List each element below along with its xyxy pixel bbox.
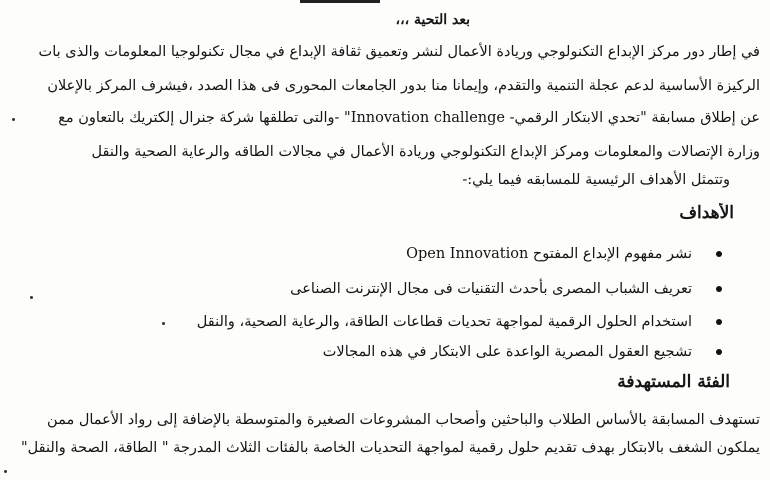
goal-text: استخدام الحلول الرقمية لمواجهة تحديات قطاعات الطاقة، والرعاية الصحية، والنقل [196,314,692,330]
goal-item-1 [120,244,692,264]
intro-line-2: الركيزة الأساسية لدعم عجلة التنمية والتقدم، وإيمانا منا بدور الجامعات المحورى فى هذا الصدد ،فيشرف المركز بالإعلان [47,78,760,94]
intro-line-4: وزارة الإتصالات والمعلومات ومركز الإبداع التكنولوجي وريادة الأعمال في مجالات الطاقه والرعاية الصحية والنقل [91,144,760,160]
goal-text: تشجيع العقول المصرية الواعدة على الابتكار في هذه المجالات [322,344,692,360]
greeting: بعد التحية ،،، [395,12,470,28]
scan-speck [162,322,165,325]
goal-item-2 [120,279,692,299]
intro-line-5: وتتمثل الأهداف الرئيسية للمسابقه فيما يلي:- [462,172,730,188]
bullet-icon [716,319,722,325]
goal-item-3 [120,312,692,332]
bullet-icon [716,251,722,257]
goals-heading: الأهداف [679,203,734,223]
bullet-icon [716,349,722,355]
bullet-icon [716,286,722,292]
goal-text: نشر مفهوم الإبداع المفتوح Open Innovation [406,246,692,262]
target-heading: الفئة المستهدفة [617,372,730,392]
scan-speck [4,470,7,473]
intro-line-1: في إطار دور مركز الإبداع التكنولوجي وريادة الأعمال لنشر وتعميق ثقافة الإبداع في مجال تكنولوجيا المعلومات والذى بات [38,44,760,60]
scan-artifact-bar [300,0,380,3]
scan-speck [30,296,33,299]
goal-text: تعريف الشباب المصرى بأحدث التقنيات فى مجال الإنترنت الصناعى [290,281,692,297]
intro-line-3: عن إطلاق مسابقة "تحدي الابتكار الرقمي- Innovation challenge" -والتى تطلقها شركة جنرال إلكتريك بالتعاون مع [58,110,760,126]
target-line-1: تستهدف المسابقة بالأساس الطلاب والباحثين وأصحاب المشروعات الصغيرة والمتوسطة بالإضافة إلى رواد الأعمال ممن [47,412,760,428]
target-line-2: يملكون الشغف بالابتكار بهدف تقديم حلول رقمية لمواجهة التحديات الخاصة بالفئات الثلاث المدرجة " الطاقة، الصحة والنقل" [20,440,760,456]
goal-item-4 [120,342,692,362]
scan-speck [12,118,15,121]
